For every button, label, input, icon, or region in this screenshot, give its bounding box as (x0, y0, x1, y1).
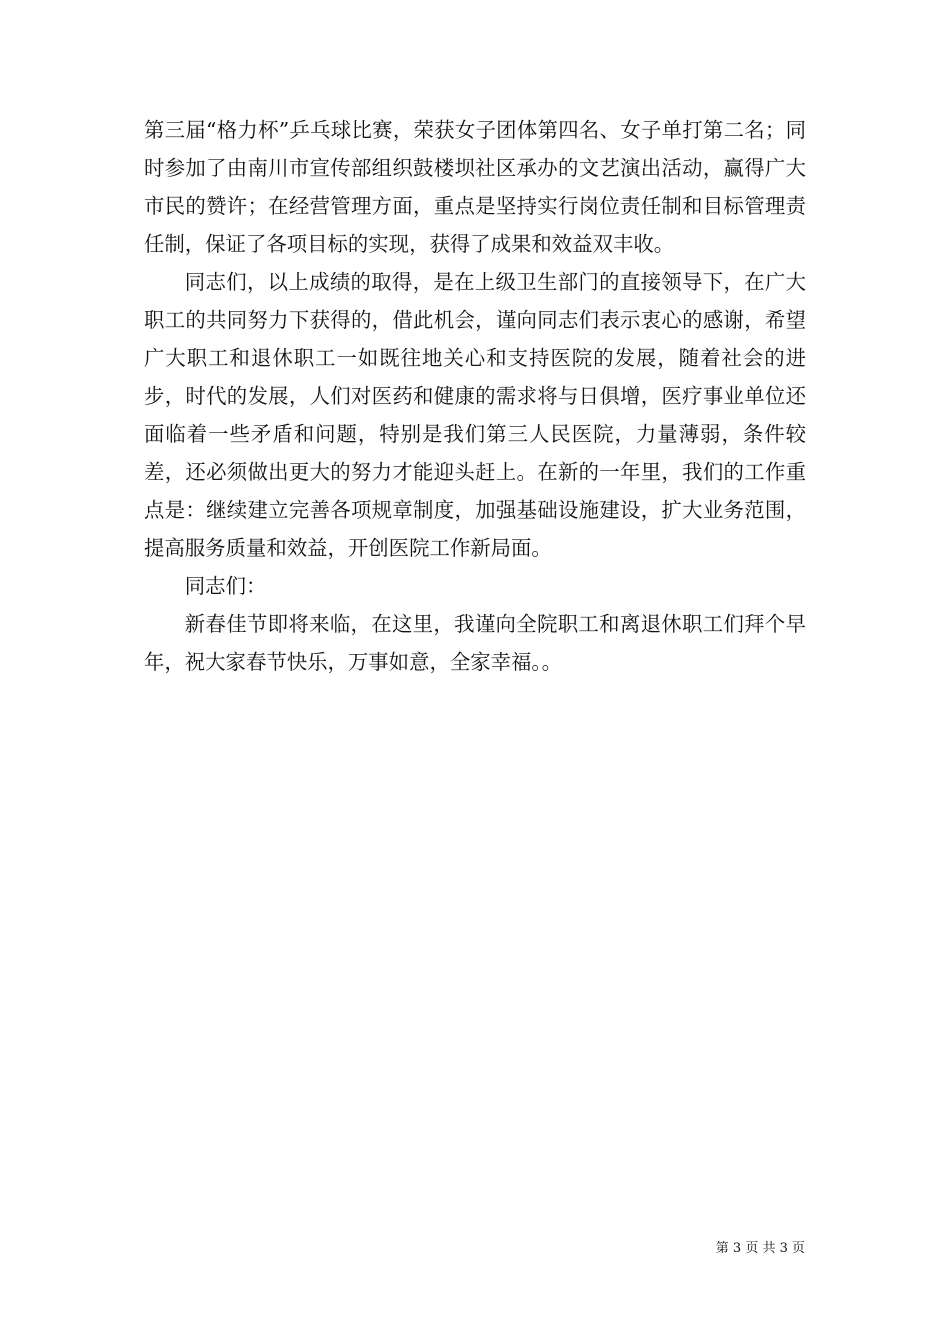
page-number-footer: 第 3 页 共 3 页 (715, 1241, 805, 1256)
document-body (144, 111, 806, 681)
paragraph-greeting: 新春佳节即将来临，在这里，我谨向全院职工和离退休职工们拜个早年，祝大家春节快乐，万事如意，全家幸福。。 (144, 612, 806, 674)
paragraph-continuation: 第三届“格力杯”乒乓球比赛，荣获女子团体第四名、女子单打第二名；同时参加了由南川市宣传部组织鼓楼坝社区承办的文艺演出活动，赢得广大市民的赞许；在经营管理方面，重点是坚持实行岗位责任制和目标管理责任制，保证了各项目标的实现，获得了成果和效益双丰收。 (144, 118, 806, 256)
paragraph-achievements: 同志们，以上成绩的取得，是在上级卫生部门的直接领导下，在广大职工的共同努力下获得的，借此机会，谨向同志们表示衷心的感谢，希望广大职工和退休职工一如既往地关心和支持医院的发展，随着社会的进步，时代的发展，人们对医药和健康的需求将与日俱增，医疗事业单位还面临着一些矛盾和问题，特别是我们第三人民医院，力量薄弱，条件较差，还必须做出更大的努力才能迎头赶上。在新的一年里，我们的工作重点是：继续建立完善各项规章制度，加强基础设施建设，扩大业务范围，提高服务质量和效益，开创医院工作新局面。 (144, 270, 806, 560)
paragraph-salutation: 同志们： (184, 574, 267, 598)
